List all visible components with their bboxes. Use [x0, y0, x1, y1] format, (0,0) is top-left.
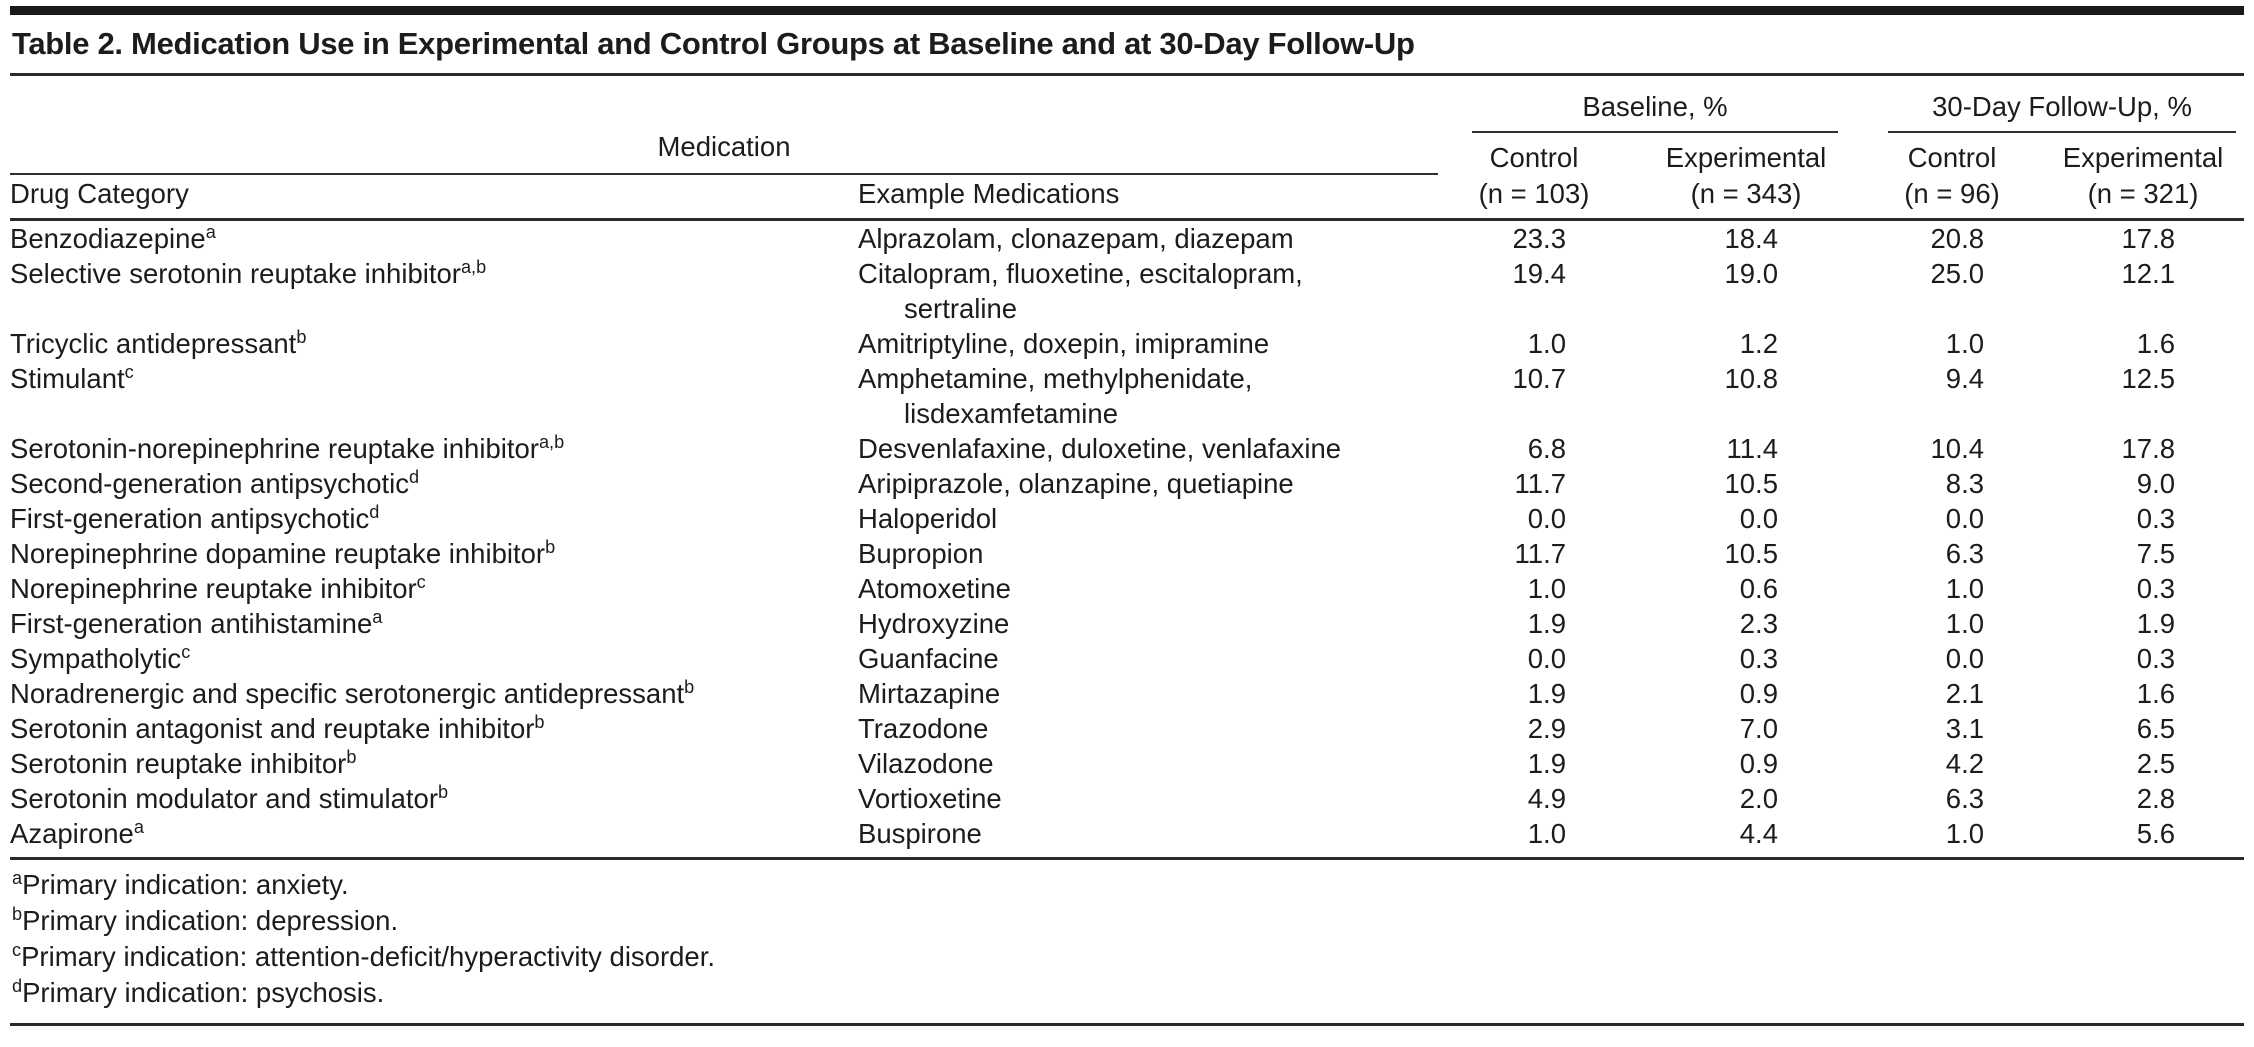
footnote-marker: b — [346, 746, 357, 767]
example-medications-cell — [858, 711, 1438, 746]
value: 11.7 — [1514, 538, 1566, 569]
value: 4.4 — [1739, 818, 1778, 849]
value-cell-baseline-control — [1438, 641, 1630, 676]
value: 8.3 — [1945, 468, 1985, 499]
column-header-drug-category: Drug Category — [10, 175, 858, 220]
example-medications-cell — [858, 641, 1438, 676]
value-cell-baseline-experimental — [1630, 781, 1862, 816]
value: 10.4 — [1930, 433, 1985, 464]
example-medications-line: Atomoxetine — [858, 573, 1011, 604]
value-cell-followup-control — [1862, 746, 2042, 781]
example-medications-cell — [858, 466, 1438, 501]
table-body — [10, 220, 2244, 852]
example-medications-line: Vortioxetine — [858, 783, 1002, 814]
value: 4.2 — [1945, 748, 1985, 779]
example-medications-cell — [858, 606, 1438, 641]
value: 18.4 — [1724, 223, 1778, 254]
value: 1.2 — [1739, 328, 1778, 359]
table-row — [10, 501, 2244, 536]
drug-category-cell — [10, 816, 858, 851]
value-cell-baseline-control — [1438, 711, 1630, 746]
drug-category-text: Second-generation antipsychotic — [10, 468, 410, 499]
drug-category-cell — [10, 501, 858, 536]
table-row — [10, 781, 2244, 816]
value: 1.9 — [1527, 608, 1566, 639]
value: 6.3 — [1945, 783, 1985, 814]
value-cell-baseline-control — [1438, 746, 1630, 781]
footnote — [12, 939, 2242, 975]
group-header-followup-label: 30-Day Follow-Up, % — [1888, 90, 2236, 133]
value: 19.0 — [1724, 258, 1778, 289]
column-header-row — [10, 175, 2244, 220]
example-medications-cell — [858, 746, 1438, 781]
drug-category-cell — [10, 641, 858, 676]
value: 2.8 — [2136, 783, 2176, 814]
example-medications-cell — [858, 501, 1438, 536]
group-header-baseline-label: Baseline, % — [1472, 90, 1838, 133]
value: 1.6 — [2136, 328, 2176, 359]
value-cell-baseline-experimental — [1630, 501, 1862, 536]
value: 19.4 — [1512, 258, 1566, 289]
value-cell-baseline-experimental — [1630, 676, 1862, 711]
value: 12.5 — [2121, 363, 2176, 394]
footnote-marker: a — [12, 867, 23, 888]
table-row — [10, 361, 2244, 431]
value: 6.3 — [1945, 538, 1985, 569]
value-cell-baseline-experimental — [1630, 746, 1862, 781]
value: 4.9 — [1527, 783, 1566, 814]
column-header-baseline-experimental-n: (n = 343) — [1630, 175, 1862, 220]
example-medications-cell — [858, 536, 1438, 571]
value-cell-baseline-control — [1438, 676, 1630, 711]
footnote — [12, 903, 2242, 939]
value: 0.6 — [1739, 573, 1778, 604]
footnote — [12, 975, 2242, 1011]
value-cell-followup-experimental — [2042, 781, 2244, 816]
example-medications-line: Citalopram, fluoxetine, escitalopram, — [858, 258, 1303, 289]
group-header-followup — [1862, 76, 2244, 133]
value-cell-baseline-control — [1438, 501, 1630, 536]
example-medications-line: Vilazodone — [858, 748, 994, 779]
value: 2.3 — [1739, 608, 1778, 639]
value: 20.8 — [1930, 223, 1985, 254]
value-cell-followup-control — [1862, 466, 2042, 501]
value-cell-followup-experimental — [2042, 536, 2244, 571]
value: 0.3 — [2136, 503, 2176, 534]
value-cell-baseline-control — [1438, 220, 1630, 257]
value: 7.5 — [2136, 538, 2176, 569]
value-cell-baseline-experimental — [1630, 431, 1862, 466]
drug-category-text: Benzodiazepine — [10, 223, 206, 254]
drug-category-text: First-generation antipsychotic — [10, 503, 370, 534]
drug-category-cell — [10, 711, 858, 746]
example-medications-line: Bupropion — [858, 538, 984, 569]
value: 6.8 — [1527, 433, 1566, 464]
table-row — [10, 641, 2244, 676]
group-header-row — [10, 76, 2244, 133]
value: 2.1 — [1945, 678, 1985, 709]
value: 6.5 — [2136, 713, 2176, 744]
example-medications-cell — [858, 220, 1438, 257]
value: 17.8 — [2121, 223, 2176, 254]
example-medications-cell — [858, 361, 1438, 431]
value-cell-baseline-control — [1438, 781, 1630, 816]
drug-category-text: Stimulant — [10, 363, 125, 394]
column-header-baseline-experimental: Experimental — [1665, 142, 1827, 173]
group-header-medication-label: Medication — [10, 130, 1438, 175]
example-medications-cell — [858, 431, 1438, 466]
drug-category-cell — [10, 676, 858, 711]
value: 11.7 — [1514, 468, 1566, 499]
footnote-marker: c — [12, 939, 22, 960]
example-medications-cell — [858, 816, 1438, 851]
value: 2.5 — [2136, 748, 2176, 779]
column-header-baseline-control-n: (n = 103) — [1438, 175, 1630, 220]
value: 0.0 — [1945, 643, 1985, 674]
value-cell-followup-control — [1862, 711, 2042, 746]
table-row — [10, 256, 2244, 326]
value: 9.4 — [1945, 363, 1985, 394]
value-cell-followup-experimental — [2042, 431, 2244, 466]
value: 10.7 — [1512, 363, 1566, 394]
value-cell-baseline-control — [1438, 571, 1630, 606]
footnote-marker: b — [12, 903, 23, 924]
value: 1.9 — [1527, 678, 1566, 709]
value: 12.1 — [2121, 258, 2176, 289]
value: 1.0 — [1945, 608, 1985, 639]
table-row — [10, 816, 2244, 851]
example-medications-line: Aripiprazole, olanzapine, quetiapine — [858, 468, 1294, 499]
table-row — [10, 536, 2244, 571]
drug-category-text: First-generation antihistamine — [10, 608, 373, 639]
drug-category-cell — [10, 220, 858, 257]
drug-category-text: Norepinephrine dopamine reuptake inhibitor — [10, 538, 546, 569]
table-row — [10, 220, 2244, 257]
value-cell-followup-experimental — [2042, 746, 2244, 781]
value: 0.9 — [1739, 748, 1778, 779]
medication-use-table — [10, 76, 2244, 851]
value-cell-followup-experimental — [2042, 256, 2244, 326]
table-row — [10, 711, 2244, 746]
drug-category-cell — [10, 536, 858, 571]
value-cell-baseline-experimental — [1630, 361, 1862, 431]
footnote-marker: d — [12, 975, 23, 996]
footnote-marker: b — [438, 781, 449, 802]
value-cell-baseline-experimental — [1630, 326, 1862, 361]
footnote-marker: a,b — [460, 256, 487, 277]
value: 1.9 — [2136, 608, 2176, 639]
footnote-marker: d — [369, 501, 380, 522]
drug-category-cell — [10, 781, 858, 816]
value-cell-baseline-control — [1438, 326, 1630, 361]
value: 5.6 — [2136, 818, 2176, 849]
example-medications-line: Alprazolam, clonazepam, diazepam — [858, 223, 1294, 254]
value-cell-baseline-experimental — [1630, 641, 1862, 676]
example-medications-line: Amphetamine, methylphenidate, — [858, 363, 1253, 394]
value: 7.0 — [1739, 713, 1778, 744]
example-medications-line: lisdexamfetamine — [904, 398, 1118, 429]
value: 1.0 — [1527, 573, 1566, 604]
value-cell-baseline-control — [1438, 466, 1630, 501]
value-cell-baseline-experimental — [1630, 816, 1862, 851]
drug-category-text: Serotonin antagonist and reuptake inhibitor — [10, 713, 535, 744]
example-medications-line: sertraline — [904, 293, 1018, 324]
value: 1.9 — [1527, 748, 1566, 779]
column-header-baseline-control: Control — [1489, 142, 1579, 173]
value-cell-baseline-control — [1438, 606, 1630, 641]
value-cell-baseline-experimental — [1630, 466, 1862, 501]
footnote-marker: d — [409, 466, 420, 487]
value-cell-followup-control — [1862, 641, 2042, 676]
value-cell-followup-control — [1862, 501, 2042, 536]
value-cell-baseline-control — [1438, 431, 1630, 466]
table-header — [10, 76, 2244, 220]
column-header-followup-control: Control — [1907, 142, 1997, 173]
value-cell-followup-experimental — [2042, 466, 2244, 501]
footnote — [12, 867, 2242, 903]
example-medications-cell — [858, 676, 1438, 711]
drug-category-text: Norepinephrine reuptake inhibitor — [10, 573, 417, 604]
table-title: Table 2. Medication Use in Experimental and Control Groups at Baseline and at 30-Day Follow-Up — [10, 15, 2244, 76]
drug-category-cell — [10, 431, 858, 466]
drug-category-cell — [10, 361, 858, 431]
drug-category-cell — [10, 256, 858, 326]
value-cell-followup-experimental — [2042, 501, 2244, 536]
value: 10.5 — [1724, 538, 1778, 569]
column-header-followup-experimental: Experimental — [2062, 142, 2224, 173]
value: 1.0 — [1945, 328, 1985, 359]
drug-category-cell — [10, 466, 858, 501]
example-medications-line: Haloperidol — [858, 503, 998, 534]
footnote-marker: b — [534, 711, 545, 732]
value: 0.0 — [1945, 503, 1985, 534]
value-cell-followup-control — [1862, 220, 2042, 257]
value-cell-followup-experimental — [2042, 606, 2244, 641]
footnote-marker: b — [545, 536, 556, 557]
example-medications-cell — [858, 781, 1438, 816]
value: 17.8 — [2121, 433, 2176, 464]
drug-category-text: Selective serotonin reuptake inhibitor — [10, 258, 461, 289]
value: 25.0 — [1930, 258, 1985, 289]
table-row — [10, 606, 2244, 641]
footnote-text: Primary indication: depression. — [22, 905, 399, 936]
value-cell-followup-experimental — [2042, 676, 2244, 711]
footnote-marker: a — [205, 221, 216, 242]
value: 10.8 — [1724, 363, 1778, 394]
drug-category-cell — [10, 571, 858, 606]
value: 2.0 — [1739, 783, 1778, 814]
value-cell-baseline-control — [1438, 536, 1630, 571]
footnote-text: Primary indication: anxiety. — [22, 869, 349, 900]
value: 23.3 — [1512, 223, 1566, 254]
example-medications-line: Trazodone — [858, 713, 989, 744]
footnote-marker: c — [124, 361, 134, 382]
example-medications-cell — [858, 256, 1438, 326]
column-header-example-medications: Example Medications — [858, 175, 1438, 220]
value-cell-followup-experimental — [2042, 326, 2244, 361]
value: 2.9 — [1527, 713, 1566, 744]
value-cell-baseline-control — [1438, 256, 1630, 326]
drug-category-text: Serotonin modulator and stimulator — [10, 783, 439, 814]
value-cell-followup-control — [1862, 361, 2042, 431]
value-cell-baseline-control — [1438, 816, 1630, 851]
value: 1.0 — [1527, 818, 1566, 849]
value-cell-baseline-experimental — [1630, 606, 1862, 641]
value: 11.4 — [1726, 433, 1778, 464]
drug-category-cell — [10, 746, 858, 781]
table-row — [10, 326, 2244, 361]
footnotes-block — [10, 857, 2244, 1026]
drug-category-text: Serotonin reuptake inhibitor — [10, 748, 347, 779]
table-row — [10, 676, 2244, 711]
value: 1.6 — [2136, 678, 2176, 709]
value-cell-followup-experimental — [2042, 220, 2244, 257]
footnote-text: Primary indication: psychosis. — [22, 977, 385, 1008]
value: 1.0 — [1527, 328, 1566, 359]
example-medications-line: Hydroxyzine — [858, 608, 1010, 639]
value-cell-followup-control — [1862, 536, 2042, 571]
footnote-marker: b — [296, 326, 307, 347]
value-cell-followup-control — [1862, 571, 2042, 606]
footnote-marker: a,b — [538, 431, 565, 452]
table-row — [10, 571, 2244, 606]
value-cell-baseline-experimental — [1630, 256, 1862, 326]
value-cell-baseline-control — [1438, 361, 1630, 431]
group-header-medication — [10, 76, 1438, 175]
value-cell-baseline-experimental — [1630, 220, 1862, 257]
value: 10.5 — [1724, 468, 1778, 499]
table-row — [10, 746, 2244, 781]
value: 1.0 — [1945, 573, 1985, 604]
table-row — [10, 431, 2244, 466]
top-rule-bar — [10, 6, 2244, 15]
drug-category-text: Sympatholytic — [10, 643, 182, 674]
value: 0.9 — [1739, 678, 1778, 709]
drug-category-text: Noradrenergic and specific serotonergic antidepressant — [10, 678, 685, 709]
drug-category-cell — [10, 606, 858, 641]
value: 0.0 — [1527, 503, 1566, 534]
value-cell-followup-control — [1862, 816, 2042, 851]
footnote-marker: c — [181, 641, 191, 662]
drug-category-text: Tricyclic antidepressant — [10, 328, 297, 359]
value-cell-baseline-experimental — [1630, 571, 1862, 606]
footnote-marker: c — [416, 571, 426, 592]
value-cell-followup-experimental — [2042, 816, 2244, 851]
value: 0.0 — [1527, 643, 1566, 674]
example-medications-line: Amitriptyline, doxepin, imipramine — [858, 328, 1270, 359]
value: 0.3 — [2136, 573, 2176, 604]
value-cell-baseline-experimental — [1630, 536, 1862, 571]
footnote-text: Primary indication: attention-deficit/hyperactivity disorder. — [21, 941, 715, 972]
footnote-marker: a — [133, 816, 144, 837]
example-medications-line: Guanfacine — [858, 643, 999, 674]
value: 0.3 — [2136, 643, 2176, 674]
value-cell-followup-control — [1862, 256, 2042, 326]
value-cell-followup-control — [1862, 781, 2042, 816]
group-header-baseline — [1438, 76, 1862, 133]
value-cell-followup-experimental — [2042, 571, 2244, 606]
column-header-followup-experimental-n: (n = 321) — [2042, 175, 2244, 220]
value-cell-followup-control — [1862, 676, 2042, 711]
example-medications-cell — [858, 326, 1438, 361]
value-cell-followup-experimental — [2042, 711, 2244, 746]
drug-category-text: Azapirone — [10, 818, 134, 849]
value: 9.0 — [2136, 468, 2176, 499]
value-cell-followup-control — [1862, 326, 2042, 361]
value: 1.0 — [1945, 818, 1985, 849]
drug-category-cell — [10, 326, 858, 361]
value-cell-followup-control — [1862, 606, 2042, 641]
value-cell-baseline-experimental — [1630, 711, 1862, 746]
example-medications-line: Desvenlafaxine, duloxetine, venlafaxine — [858, 433, 1342, 464]
value: 0.3 — [1739, 643, 1778, 674]
footnote-marker: b — [684, 676, 695, 697]
example-medications-line: Mirtazapine — [858, 678, 1001, 709]
table-row — [10, 466, 2244, 501]
value: 0.0 — [1739, 503, 1778, 534]
example-medications-cell — [858, 571, 1438, 606]
value-cell-followup-experimental — [2042, 361, 2244, 431]
value-cell-followup-control — [1862, 431, 2042, 466]
footnote-marker: a — [372, 606, 383, 627]
drug-category-text: Serotonin-norepinephrine reuptake inhibitor — [10, 433, 539, 464]
value-cell-followup-experimental — [2042, 641, 2244, 676]
example-medications-line: Buspirone — [858, 818, 982, 849]
value: 3.1 — [1945, 713, 1985, 744]
column-header-followup-control-n: (n = 96) — [1862, 175, 2042, 220]
